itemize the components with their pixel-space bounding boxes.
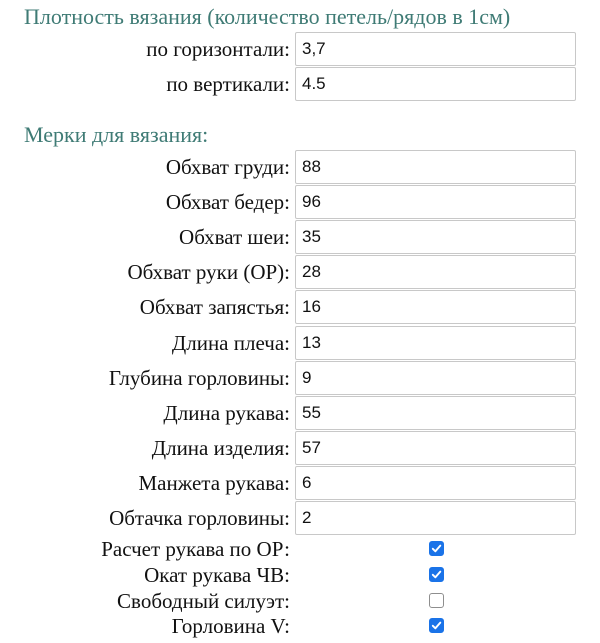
sleeve-by-arm-label: Расчет рукава по ОР: bbox=[101, 537, 290, 561]
sleeve-cap-checkbox[interactable] bbox=[429, 567, 444, 582]
neckline-binding-input[interactable] bbox=[295, 501, 576, 535]
sleeve-by-arm-option bbox=[0, 537, 600, 561]
sleeve-by-arm-checkbox[interactable] bbox=[429, 541, 444, 556]
sleeve-cuff-row bbox=[0, 466, 600, 500]
neckline-binding-row bbox=[0, 501, 600, 535]
chest-girth-row bbox=[0, 150, 600, 184]
wrist-girth-label: Обхват запястья: bbox=[139, 295, 290, 319]
v-neckline-option bbox=[0, 614, 600, 638]
shoulder-length-label: Длина плеча: bbox=[171, 331, 290, 355]
sleeve-length-row bbox=[0, 396, 600, 430]
neckline-depth-label: Глубина горловины: bbox=[108, 366, 290, 390]
garment-length-label: Длина изделия: bbox=[151, 436, 290, 460]
neck-girth-input[interactable] bbox=[295, 220, 576, 254]
neckline-depth-row bbox=[0, 361, 600, 395]
loose-silhouette-option bbox=[0, 589, 600, 613]
checkmark-icon bbox=[431, 620, 442, 631]
sleeve-cap-option bbox=[0, 563, 600, 587]
shoulder-length-input[interactable] bbox=[295, 326, 576, 360]
wrist-girth-input[interactable] bbox=[295, 290, 576, 324]
hip-girth-label: Обхват бедер: bbox=[165, 190, 290, 214]
wrist-girth-row bbox=[0, 290, 600, 324]
density-vertical-label: по вертикали: bbox=[166, 72, 290, 96]
sleeve-length-input[interactable] bbox=[295, 396, 576, 430]
checkmark-icon bbox=[431, 569, 442, 580]
neck-girth-label: Обхват шеи: bbox=[179, 225, 290, 249]
sleeve-cap-label: Окат рукава ЧВ: bbox=[144, 563, 290, 587]
sleeve-cuff-label: Манжета рукава: bbox=[138, 471, 290, 495]
shoulder-length-row bbox=[0, 326, 600, 360]
density-horizontal-input[interactable] bbox=[295, 32, 576, 66]
measures-section-title: Мерки для вязания: bbox=[24, 122, 209, 147]
hip-girth-input[interactable] bbox=[295, 185, 576, 219]
density-section-title: Плотность вязания (количество петель/рядов в 1см) bbox=[24, 4, 511, 29]
garment-length-row bbox=[0, 431, 600, 465]
arm-girth-row bbox=[0, 255, 600, 289]
sleeve-cuff-input[interactable] bbox=[295, 466, 576, 500]
loose-silhouette-label: Свободный силуэт: bbox=[117, 589, 290, 613]
chest-girth-input[interactable] bbox=[295, 150, 576, 184]
density-vertical-input[interactable] bbox=[295, 67, 576, 101]
garment-length-input[interactable] bbox=[295, 431, 576, 465]
arm-girth-input[interactable] bbox=[295, 255, 576, 289]
arm-girth-label: Обхват руки (ОР): bbox=[127, 260, 290, 284]
chest-girth-label: Обхват груди: bbox=[165, 155, 290, 179]
neck-girth-row bbox=[0, 220, 600, 254]
v-neckline-checkbox[interactable] bbox=[429, 618, 444, 633]
checkmark-icon bbox=[431, 543, 442, 554]
density-horizontal-label: по горизонтали: bbox=[146, 37, 290, 61]
v-neckline-label: Горловина V: bbox=[171, 614, 290, 638]
density-horizontal-row bbox=[0, 32, 600, 66]
hip-girth-row bbox=[0, 185, 600, 219]
sleeve-length-label: Длина рукава: bbox=[163, 401, 290, 425]
density-vertical-row bbox=[0, 67, 600, 101]
neckline-binding-label: Обтачка горловины: bbox=[109, 506, 290, 530]
neckline-depth-input[interactable] bbox=[295, 361, 576, 395]
loose-silhouette-checkbox[interactable] bbox=[429, 593, 444, 608]
